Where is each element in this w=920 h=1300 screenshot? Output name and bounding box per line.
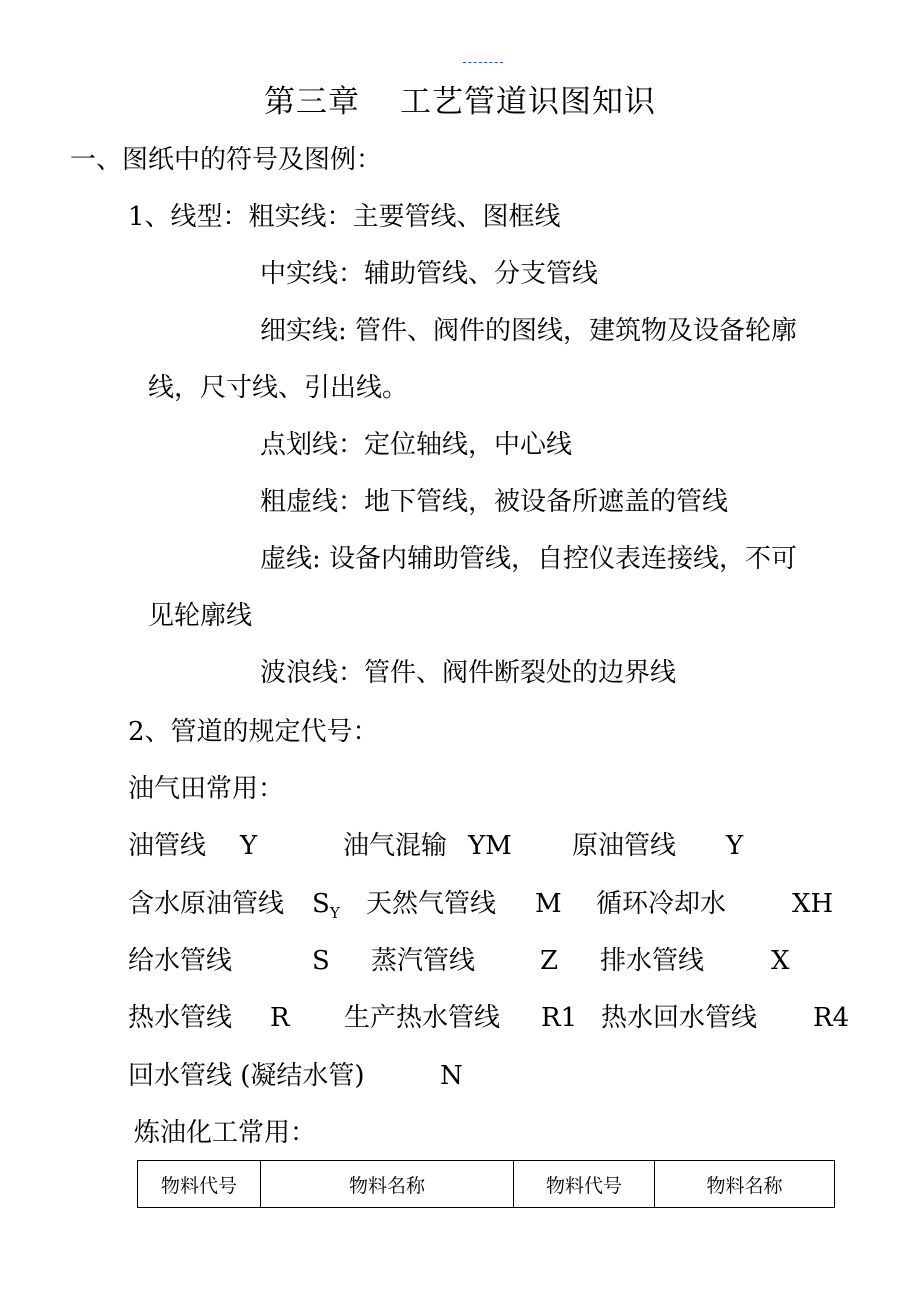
header-mark: [463, 62, 503, 63]
thin-solid-line-cont: 线，尺寸线、引出线。: [148, 373, 409, 403]
material-table: [137, 1160, 835, 1208]
thick-dash-line: 粗虚线：地下管线，被设备所遮盖的管线: [260, 487, 729, 517]
thick-solid-line: 粗实线：主要管线、图框线: [248, 202, 561, 232]
line-type-label: 1、线型：: [128, 202, 249, 232]
table-header-cell: 物料代号: [514, 1161, 655, 1208]
pipe-code: $S_Y$: [312, 889, 340, 922]
pipe-code: R4: [813, 1003, 850, 1033]
pipe-code: R: [270, 1003, 290, 1033]
pipe-name: 蒸汽管线: [371, 946, 476, 976]
pipe-name: 生产热水管线: [344, 1003, 501, 1033]
pipe-name: 含水原油管线: [128, 889, 285, 919]
thin-solid-line: 细实线: 管件、阀件的图线，建筑物及设备轮廓: [260, 316, 798, 346]
codes-heading: 2、管道的规定代号：: [128, 717, 379, 747]
pipe-code: M: [535, 889, 562, 919]
pipe-name: 热水管线: [128, 1003, 233, 1033]
pipe-name: 油气混输: [343, 831, 448, 861]
pipe-code: XH: [792, 889, 834, 919]
pipe-name: 循环冷却水: [596, 889, 727, 919]
table-header-cell: 物料代号: [138, 1161, 261, 1208]
table-header-cell: 物料名称: [655, 1161, 835, 1208]
section-heading: 一、图纸中的符号及图例：: [70, 145, 383, 175]
table-header-cell: 物料名称: [261, 1161, 514, 1208]
pipe-name: 原油管线: [572, 831, 677, 861]
pipe-code: Y: [726, 831, 744, 861]
dash-line: 虚线: 设备内辅助管线，自控仪表连接线，不可: [260, 544, 798, 574]
pipe-code: N: [440, 1061, 463, 1091]
pipe-name: 热水回水管线: [601, 1003, 758, 1033]
oilfield-heading: 油气田常用：: [128, 774, 285, 804]
chapter-number: 第三章: [264, 84, 360, 120]
chapter-title: [0, 80, 920, 124]
dash-line-cont: 见轮廓线: [148, 601, 253, 631]
pipe-code: S: [312, 946, 330, 976]
chapter-name: 工艺管道识图知识: [400, 84, 656, 120]
pipe-name: 回水管线 (凝结水管): [128, 1061, 365, 1091]
pipe-code: Z: [540, 946, 559, 976]
line-type-heading: [128, 197, 561, 237]
pipe-name: 给水管线: [128, 946, 233, 976]
pipe-code: Y: [240, 831, 258, 861]
wave-line: 波浪线：管件、阀件断裂处的边界线: [260, 658, 677, 688]
refinery-heading: 炼油化工常用：: [134, 1118, 317, 1148]
pipe-name: 油管线: [128, 831, 207, 861]
dash-dot-line: 点划线：定位轴线，中心线: [260, 430, 573, 460]
pipe-name: 天然气管线: [366, 889, 497, 919]
medium-solid-line: 中实线：辅助管线、分支管线: [260, 259, 599, 289]
pipe-code: X: [771, 946, 790, 976]
pipe-code: R1: [541, 1003, 578, 1033]
pipe-code: YM: [468, 831, 512, 861]
pipe-name: 排水管线: [600, 946, 705, 976]
table-header-row: [138, 1161, 835, 1208]
